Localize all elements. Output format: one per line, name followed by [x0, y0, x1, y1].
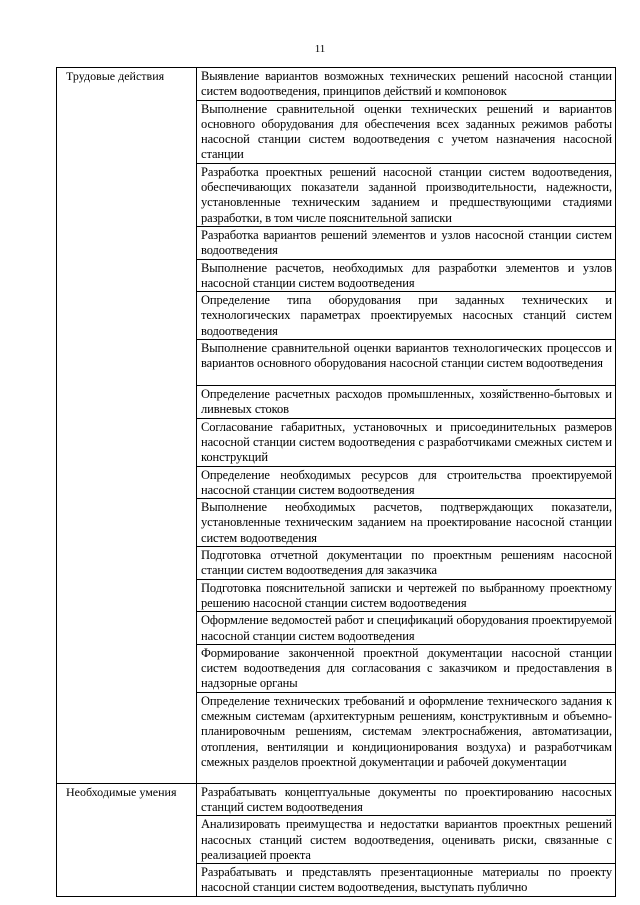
skill-item: Разрабатывать и представлять презентационные материалы по проекту насосной станции систем водоотведения, выступать публично — [197, 864, 616, 897]
section-label-labor-actions: Трудовые действия — [57, 68, 197, 784]
table-row — [57, 783, 616, 816]
skill-item: Разрабатывать концептуальные документы по проектированию насосных станций систем водоотведения — [197, 783, 616, 816]
labor-action-item: Определение необходимых ресурсов для строительства проектируемой насосной станции систем водоотведения — [197, 466, 616, 499]
labor-action-item: Выявление вариантов возможных технических решений насосной станции систем водоотведения, принципов действий и компоновок — [197, 68, 616, 101]
labor-action-item: Подготовка пояснительной записки и чертежей по выбранному проектному решению насосной станции систем водоотведения — [197, 579, 616, 612]
labor-action-item: Выполнение необходимых расчетов, подтверждающих показатели, установленные техническим заданием на проектирование насосной станции систем водоотведения — [197, 499, 616, 547]
table-row — [57, 68, 616, 101]
requirements-table — [56, 67, 616, 897]
section-label-required-skills: Необходимые умения — [57, 783, 197, 896]
labor-action-item: Определение типа оборудования при заданных технических и технологических параметрах проектируемых насосных станций систем водоотведения — [197, 292, 616, 340]
labor-action-item: Формирование законченной проектной документации насосной станции систем водоотведения для согласования с заказчиком и предоставления в надзорные органы — [197, 644, 616, 692]
labor-action-item: Выполнение расчетов, необходимых для разработки элементов и узлов насосной станции систем водоотведения — [197, 259, 616, 292]
labor-action-item: Определение расчетных расходов промышленных, хозяйственно-бытовых и ливневых стоков — [197, 386, 616, 419]
labor-action-item: Определение технических требований и оформление технического задания к смежным системам (архитектурным решениям, конструктивным и объемно-планировочным решениям, системам электроснабжения, автоматизации, отопления, вентиляции и кондиционирования воздуха) и разработчикам смежных разделов проектной документации и рабочей документации — [197, 692, 616, 783]
labor-action-item: Выполнение сравнительной оценки вариантов технологических процессов и вариантов основного оборудования насосной станции систем водоотведения — [197, 340, 616, 386]
labor-action-item: Согласование габаритных, установочных и присоединительных размеров насосной станции систем водоотведения с разработчиками смежных систем и конструкций — [197, 418, 616, 466]
labor-action-item: Оформление ведомостей работ и спецификаций оборудования проектируемой насосной станции систем водоотведения — [197, 612, 616, 645]
labor-action-item: Выполнение сравнительной оценки технических решений и вариантов основного оборудования для обеспечения всех заданных режимов работы насосной станции систем водоотведения с учетом назначения насосной станции — [197, 100, 616, 163]
page-number: 11 — [314, 43, 326, 55]
labor-action-item: Разработка вариантов решений элементов и узлов насосной станции систем водоотведения — [197, 226, 616, 259]
labor-action-item: Подготовка отчетной документации по проектным решениям насосной станции систем водоотведения для заказчика — [197, 547, 616, 580]
skill-item: Анализировать преимущества и недостатки вариантов проектных решений насосных станций систем водоотведения, оценивать риски, связанные с реализацией проекта — [197, 816, 616, 864]
labor-action-item: Разработка проектных решений насосной станции систем водоотведения, обеспечивающих показатели заданной производительности, надежности, установленные техническим заданием и предшествующими стадиями разработки, в том числе пояснительной записки — [197, 163, 616, 226]
